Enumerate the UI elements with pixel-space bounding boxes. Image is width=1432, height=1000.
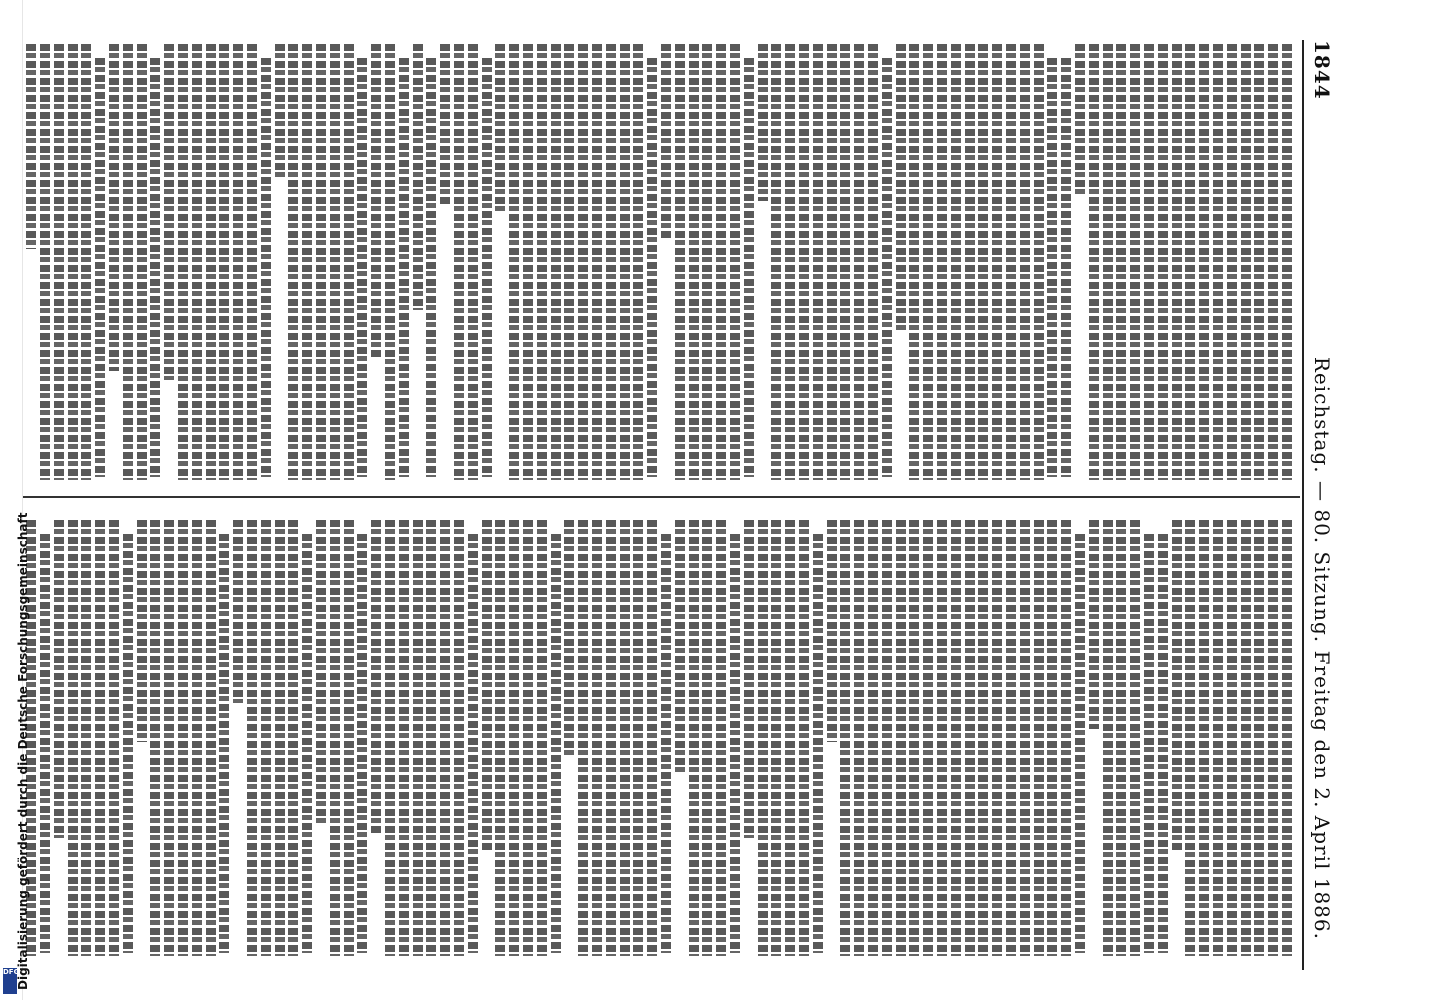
- text-line: [344, 44, 354, 480]
- text-line: [647, 520, 657, 956]
- text-line: [233, 520, 243, 703]
- text-line: [495, 520, 505, 956]
- text-line: [633, 44, 643, 480]
- text-line: [675, 520, 685, 773]
- text-line: [578, 44, 588, 480]
- text-line: [178, 44, 188, 480]
- text-line: [1075, 44, 1085, 197]
- text-line: [440, 520, 450, 956]
- digitization-notice: Digitalisierung gefördert durch die Deutsche Forschungsgemeinschaft: [16, 512, 30, 990]
- text-line: [247, 44, 257, 480]
- text-line: [275, 44, 285, 179]
- text-line: [716, 44, 726, 480]
- text-line: [330, 44, 340, 480]
- text-line: [482, 520, 492, 851]
- text-line: [1282, 44, 1292, 480]
- text-line: [992, 520, 1002, 956]
- text-line: [1185, 44, 1195, 480]
- text-line: [219, 534, 229, 953]
- text-line: [26, 44, 36, 249]
- text-line: [868, 44, 878, 480]
- text-line: [537, 44, 547, 480]
- text-line: [137, 520, 147, 742]
- text-line: [951, 44, 961, 480]
- text-line: [426, 520, 436, 956]
- left-text-column: [16, 44, 1292, 480]
- text-line: [261, 58, 271, 477]
- text-line: [716, 520, 726, 956]
- text-line: [1020, 520, 1030, 956]
- text-line: [523, 520, 533, 956]
- text-line: [95, 58, 105, 477]
- text-line: [799, 44, 809, 480]
- text-line: [909, 44, 919, 480]
- text-line: [606, 520, 616, 956]
- text-line: [192, 44, 202, 480]
- text-line: [413, 44, 423, 310]
- text-line: [385, 44, 395, 480]
- text-line: [109, 44, 119, 371]
- text-line: [1254, 520, 1264, 956]
- text-line: [771, 520, 781, 956]
- text-line: [1116, 44, 1126, 480]
- text-line: [40, 534, 50, 953]
- text-line: [178, 520, 188, 956]
- text-line: [551, 44, 561, 480]
- text-line: [689, 520, 699, 956]
- text-line: [923, 520, 933, 956]
- text-line: [647, 58, 657, 477]
- text-line: [537, 520, 547, 956]
- text-line: [316, 44, 326, 480]
- text-line: [937, 44, 947, 480]
- text-line: [399, 520, 409, 956]
- text-line: [1089, 44, 1099, 480]
- text-line: [1006, 520, 1016, 956]
- text-line: [150, 58, 160, 477]
- text-line: [771, 44, 781, 480]
- text-line: [54, 520, 64, 838]
- session-date: Freitag den 2. April 1886.: [1310, 650, 1334, 940]
- text-line: [1006, 44, 1016, 480]
- text-line: [923, 44, 933, 480]
- text-line: [937, 520, 947, 956]
- text-line: [288, 520, 298, 956]
- text-line: [578, 520, 588, 956]
- text-line: [1061, 58, 1071, 477]
- dfg-logo: DFG: [3, 968, 17, 994]
- text-line: [758, 520, 768, 956]
- right-text-column: [16, 520, 1292, 956]
- text-line: [1089, 520, 1099, 729]
- text-line: [1172, 520, 1182, 851]
- text-line: [606, 44, 616, 480]
- text-line: [1213, 44, 1223, 480]
- text-line: [68, 520, 78, 956]
- text-line: [702, 44, 712, 480]
- text-line: [1047, 520, 1057, 956]
- text-line: [675, 44, 685, 480]
- text-line: [523, 44, 533, 480]
- text-line: [564, 520, 574, 755]
- text-line: [744, 520, 754, 838]
- text-line: [468, 44, 478, 480]
- text-line: [1227, 520, 1237, 956]
- text-line: [730, 534, 740, 953]
- text-line: [385, 520, 395, 956]
- text-line: [758, 44, 768, 201]
- text-line: [620, 520, 630, 956]
- text-line: [827, 44, 837, 480]
- text-line: [1130, 520, 1140, 956]
- text-line: [1075, 534, 1085, 953]
- text-line: [909, 520, 919, 956]
- text-line: [371, 520, 381, 834]
- text-line: [1213, 520, 1223, 956]
- text-line: [81, 520, 91, 956]
- text-line: [896, 44, 906, 332]
- text-line: [302, 534, 312, 953]
- text-line: [633, 520, 643, 956]
- text-line: [302, 44, 312, 480]
- text-line: [1103, 520, 1113, 956]
- text-line: [330, 520, 340, 956]
- text-line: [785, 44, 795, 480]
- text-line: [661, 534, 671, 953]
- text-line: [1199, 44, 1209, 480]
- text-line: [564, 44, 574, 480]
- text-line: [1199, 520, 1209, 956]
- text-line: [247, 520, 257, 956]
- page-number: 1844: [1310, 40, 1334, 100]
- text-line: [951, 520, 961, 956]
- text-line: [164, 44, 174, 380]
- text-line: [192, 520, 202, 956]
- text-line: [1034, 520, 1044, 956]
- text-line: [882, 58, 892, 477]
- text-line: [68, 44, 78, 480]
- text-line: [702, 520, 712, 956]
- text-line: [413, 520, 423, 956]
- text-line: [1158, 534, 1168, 953]
- text-line: [1185, 520, 1195, 956]
- text-line: [454, 520, 464, 956]
- text-line: [206, 520, 216, 956]
- text-line: [1268, 520, 1278, 956]
- text-line: [965, 44, 975, 480]
- text-line: [827, 520, 837, 742]
- text-line: [1254, 44, 1264, 480]
- text-line: [261, 520, 271, 956]
- text-line: [482, 58, 492, 477]
- text-line: [620, 44, 630, 480]
- page-header: [1302, 40, 1334, 960]
- text-line: [316, 520, 326, 825]
- text-line: [81, 44, 91, 480]
- text-line: [744, 58, 754, 477]
- text-line: [1241, 520, 1251, 956]
- text-line: [854, 520, 864, 956]
- text-line: [592, 520, 602, 956]
- text-line: [137, 44, 147, 480]
- column-divider: [20, 496, 1300, 498]
- text-line: [1047, 58, 1057, 477]
- text-line: [357, 534, 367, 953]
- text-line: [1268, 44, 1278, 480]
- text-line: [123, 534, 133, 953]
- session-title: Reichstag. — 80. Sitzung.: [1310, 356, 1334, 644]
- text-line: [40, 44, 50, 480]
- text-line: [730, 44, 740, 480]
- text-line: [1116, 520, 1126, 956]
- text-line: [344, 520, 354, 956]
- text-line: [1034, 44, 1044, 480]
- text-line: [1103, 44, 1113, 480]
- text-line: [785, 520, 795, 956]
- text-line: [275, 520, 285, 956]
- text-line: [661, 44, 671, 240]
- text-line: [454, 44, 464, 480]
- text-line: [95, 520, 105, 956]
- text-line: [592, 44, 602, 480]
- text-line: [399, 58, 409, 477]
- text-line: [992, 44, 1002, 480]
- text-line: [854, 44, 864, 480]
- digitization-sidebar: [0, 0, 30, 1000]
- text-line: [123, 44, 133, 480]
- text-line: [371, 44, 381, 358]
- text-line: [206, 44, 216, 480]
- header-rule: [1302, 40, 1304, 970]
- text-line: [1130, 44, 1140, 480]
- text-line: [965, 520, 975, 956]
- text-line: [840, 520, 850, 956]
- text-line: [1144, 44, 1154, 480]
- text-line: [978, 520, 988, 956]
- text-line: [426, 58, 436, 477]
- text-line: [357, 58, 367, 477]
- text-line: [1282, 520, 1292, 956]
- text-line: [813, 534, 823, 953]
- text-line: [868, 520, 878, 956]
- text-line: [813, 44, 823, 480]
- text-line: [109, 520, 119, 956]
- text-line: [219, 44, 229, 480]
- text-line: [150, 520, 160, 956]
- text-line: [896, 520, 906, 956]
- text-line: [164, 520, 174, 956]
- text-line: [1061, 520, 1071, 956]
- text-line: [509, 520, 519, 956]
- text-line: [551, 534, 561, 953]
- text-line: [978, 44, 988, 480]
- text-line: [799, 520, 809, 956]
- text-line: [495, 44, 505, 214]
- text-line: [1227, 44, 1237, 480]
- text-line: [1172, 44, 1182, 480]
- text-line: [468, 534, 478, 953]
- text-line: [509, 44, 519, 480]
- text-line: [288, 44, 298, 480]
- text-line: [1144, 534, 1154, 953]
- text-line: [882, 520, 892, 956]
- text-line: [1158, 44, 1168, 480]
- text-line: [440, 44, 450, 205]
- text-line: [1241, 44, 1251, 480]
- text-line: [840, 44, 850, 480]
- text-line: [689, 44, 699, 480]
- text-line: [54, 44, 64, 480]
- text-line: [1020, 44, 1030, 480]
- text-line: [233, 44, 243, 480]
